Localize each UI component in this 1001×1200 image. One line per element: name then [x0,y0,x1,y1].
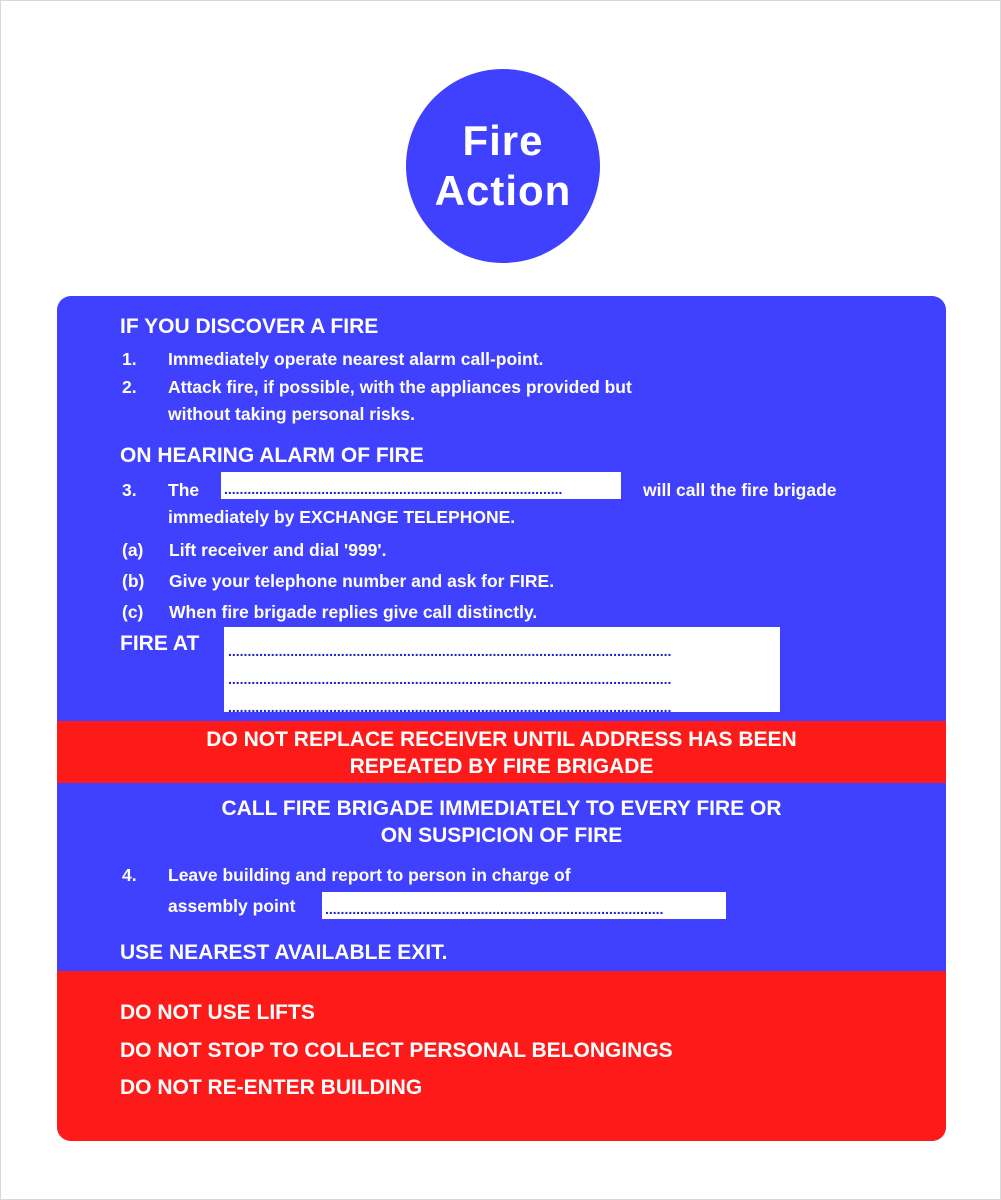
call-brigade-line-1: CALL FIRE BRIGADE IMMEDIATELY TO EVERY FIRE OR [221,797,782,820]
item-4-line-2: assembly point [168,896,296,916]
fire-action-badge [406,69,600,263]
fire-at-label: FIRE AT [120,632,200,655]
item-1-number: 1. [122,349,137,369]
item-a-label: (a) [122,540,144,560]
item-b-label: (b) [122,571,145,591]
item-2-text-line-2: without taking personal risks. [168,404,415,424]
item-4-text: Leave building and report to person in charge of [168,865,571,885]
responsible-person-field[interactable]: ....................................................................................... [221,472,621,499]
item-1-text: Immediately operate nearest alarm call-point. [168,349,544,369]
item-2-text: Attack fire, if possible, with the appliances provided but [168,377,632,397]
receiver-warning-band [57,721,946,783]
alarm-heading: ON HEARING ALARM OF FIRE [120,444,424,467]
prohibitions-band [57,971,946,1141]
prohibition-lifts: DO NOT USE LIFTS [120,1001,315,1024]
item-c-text: When fire brigade replies give call distinctly. [169,602,538,622]
item-2-number: 2. [122,377,137,397]
call-brigade-line-2: ON SUSPICION OF FIRE [380,824,623,847]
receiver-warning-line-1: DO NOT REPLACE RECEIVER UNTIL ADDRESS HAS BEEN [206,728,797,751]
badge-line-2: Action [434,167,572,214]
discover-heading: IF YOU DISCOVER A FIRE [120,315,379,338]
item-a-text: Lift receiver and dial '999'. [169,540,387,560]
item-c-label: (c) [122,602,144,622]
fire-address-field[interactable]: .................................................................................................................. .................................................................................................................. .................................................................................................................. [224,627,780,712]
item-3-pre: The [168,480,200,500]
receiver-warning-line-2: REPEATED BY FIRE BRIGADE [349,755,654,778]
item-4-number: 4. [122,865,137,885]
instruction-panel [57,296,946,1141]
assembly-point-field[interactable]: ....................................................................................... [322,892,726,919]
item-3-number: 3. [122,480,137,500]
item-3-post: will call the fire brigade [643,480,837,500]
item-b-text: Give your telephone number and ask for FIRE. [169,571,555,591]
exit-instruction: USE NEAREST AVAILABLE EXIT. [120,941,448,964]
prohibition-belongings: DO NOT STOP TO COLLECT PERSONAL BELONGINGS [120,1039,673,1062]
badge-line-1: Fire [462,117,544,164]
item-3-line-2: immediately by EXCHANGE TELEPHONE. [168,507,516,527]
prohibition-reenter: DO NOT RE-ENTER BUILDING [120,1076,423,1099]
call-brigade-notice [57,795,946,849]
